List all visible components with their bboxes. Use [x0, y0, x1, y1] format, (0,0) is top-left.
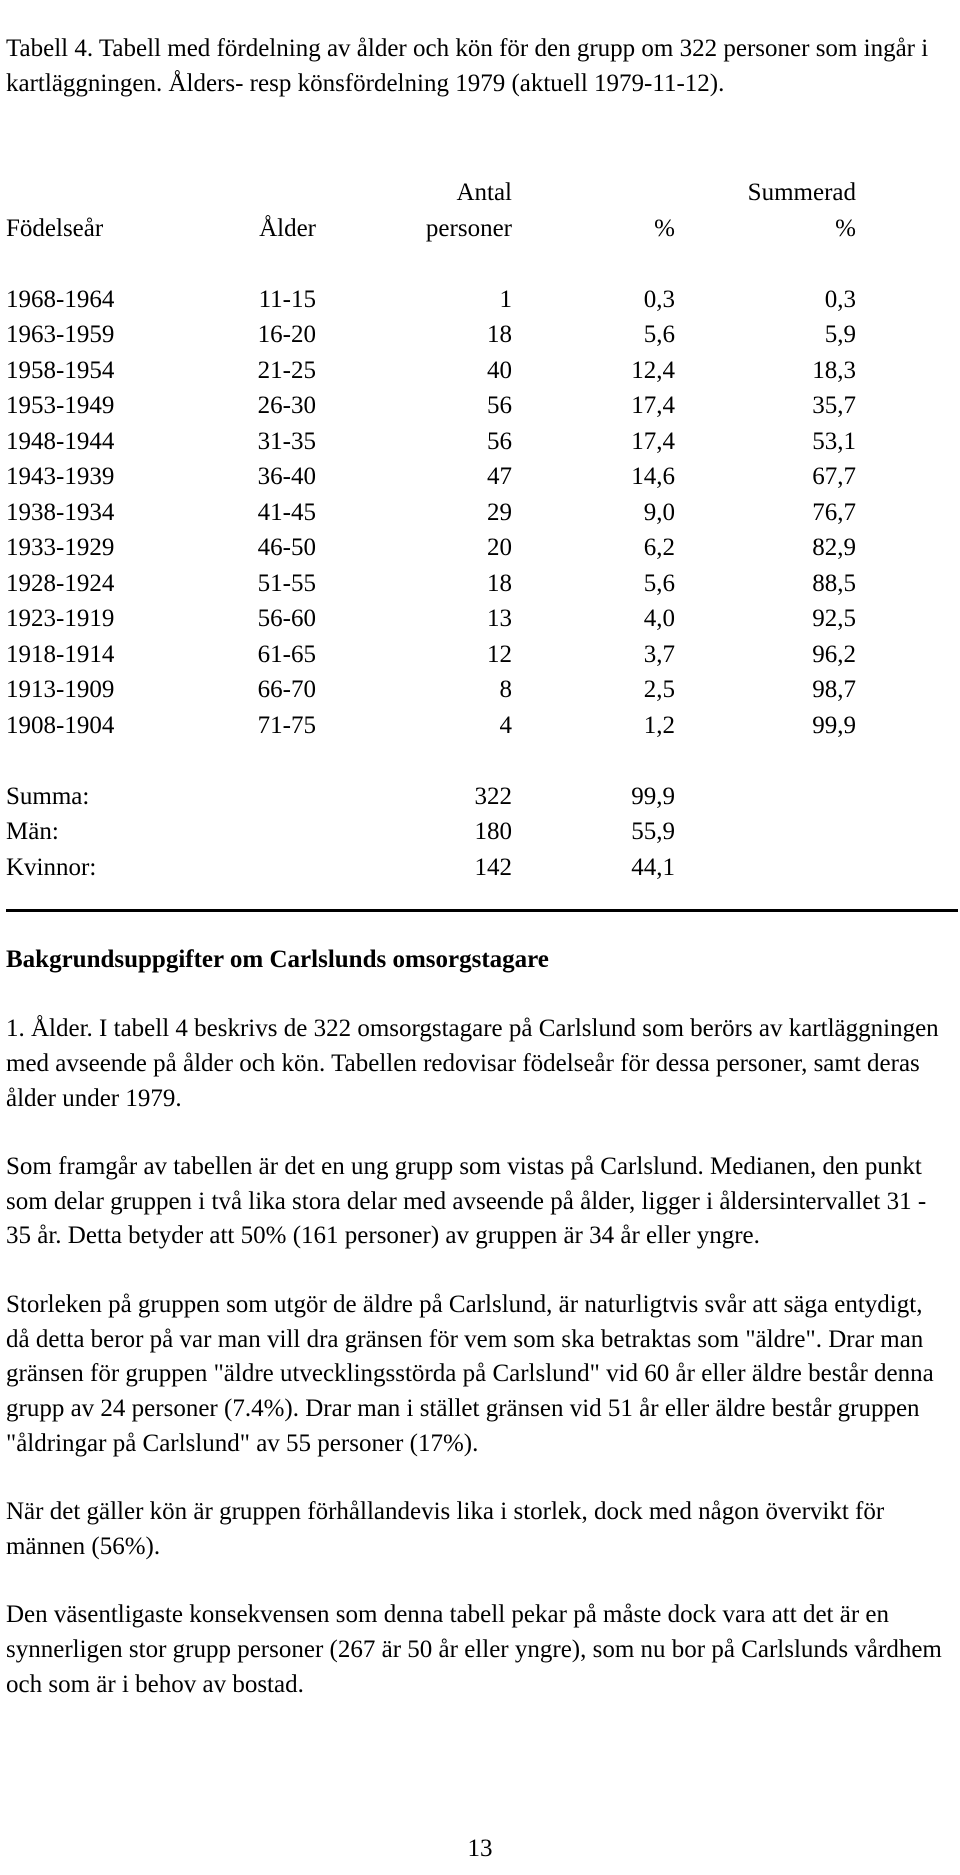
table-cell: 82,9	[812, 534, 856, 562]
table-cell: 1958-1954	[6, 356, 115, 384]
table-cell: 29	[487, 498, 512, 526]
table-caption: Tabell 4. Tabell med fördelning av ålder och kön för den grupp om 322 personer som ingår i kartläggningen. Ålders- resp könsfördelning 1979 (aktuell 1979-11-12).	[6, 35, 929, 97]
table-cell: 142	[474, 853, 512, 881]
table-cell: 18,3	[812, 356, 856, 384]
table-header-row-top	[6, 176, 856, 212]
table-cell: 1918-1914	[6, 640, 115, 668]
table-cell: 322	[474, 782, 512, 810]
header-cell	[221, 176, 316, 212]
table-cell: 31-35	[257, 427, 316, 455]
header-cell: Ålder	[259, 214, 316, 242]
table-cell: 9,0	[643, 498, 675, 526]
table-cell: 20	[487, 534, 512, 562]
table-cell: 12,4	[631, 356, 675, 384]
table-cell: 4	[499, 711, 512, 739]
header-cell: Antal	[456, 179, 512, 207]
header-cell: Födelseår	[6, 214, 104, 242]
header-cell: %	[835, 214, 856, 242]
table-cell: 1908-1904	[6, 711, 115, 739]
table-cell: 53,1	[812, 427, 856, 455]
table-cell: 51-55	[257, 569, 316, 597]
table-cell: 99,9	[631, 782, 675, 810]
table-cell: 67,7	[812, 463, 856, 491]
table-row	[6, 638, 856, 674]
table-cell: 66-70	[257, 676, 316, 704]
table-cell: 41-45	[257, 498, 316, 526]
table-row	[6, 460, 856, 496]
paragraph: Som framgår av tabellen är det en ung grupp som vistas på Carlslund. Medianen, den punkt som delar gruppen i två lika stora delar med avseende på ålder, ligger i åldersintervallet 31 - 35 år. Detta betyder att 50% (161 personer) av gruppen är 34 år eller yngre.	[6, 1152, 927, 1250]
header-cell: Summerad	[747, 179, 856, 207]
table-cell: 47	[487, 463, 512, 491]
table-cell: 44,1	[631, 853, 675, 881]
table-row	[6, 389, 856, 425]
table-cell: 5,9	[824, 321, 856, 349]
table-cell: 0,3	[824, 285, 856, 313]
header-cell: personer	[425, 214, 512, 242]
table-cell: 96,2	[812, 640, 856, 668]
table-total-row	[6, 815, 856, 851]
table-row	[6, 673, 856, 709]
paragraph: 1. Ålder. I tabell 4 beskrivs de 322 omsorgstagare på Carlslund som berörs av kartläggningen med avseende på ålder och kön. Tabellen redovisar födelseår för dessa personer, samt deras ålder under 1979.	[6, 1015, 939, 1112]
age-gender-table	[6, 176, 856, 886]
horizontal-rule	[6, 909, 958, 912]
table-cell	[221, 815, 316, 851]
table-row	[6, 709, 856, 745]
paragraph: Den väsentligaste konsekvensen som denna tabell pekar på måste dock vara att det är en synnerligen stor grupp personer (267 är 50 år eller yngre), som nu bor på Carlslunds vårdhem och som är i behov av bostad.	[6, 1601, 942, 1698]
table-row	[6, 318, 856, 354]
table-cell: 46-50	[257, 534, 316, 562]
table-cell: 18	[487, 569, 512, 597]
table-cell: 12	[487, 640, 512, 668]
table-row	[6, 602, 856, 638]
table-cell: Män:	[6, 818, 59, 846]
header-cell	[6, 176, 221, 212]
table-cell: 2,5	[643, 676, 675, 704]
table-cell: 36-40	[257, 463, 316, 491]
table-row	[6, 567, 856, 603]
table-cell: 26-30	[257, 392, 316, 420]
table-total-row	[6, 780, 856, 816]
table-cell: 35,7	[812, 392, 856, 420]
table-cell: 5,6	[643, 321, 675, 349]
table-spacer	[6, 247, 856, 283]
paragraph: Storleken på gruppen som utgör de äldre på Carlslund, är naturligtvis svår att säga entydigt, då detta beror på var man vill dra gränsen för vem som ska betraktas som "äldre". Drar man gränsen för gruppen "äldre utvecklingsstörda på Carlslund" vid 60 år eller äldre består denna grupp av 24 personer (7.4%). Drar man i stället gränsen vid 51 år eller äldre består gruppen "åldringar på Carlslund" av 55 personer (17%).	[6, 1290, 934, 1457]
table-cell: 1933-1929	[6, 534, 115, 562]
table-cell: 88,5	[812, 569, 856, 597]
table-cell: 56	[487, 392, 512, 420]
table-row	[6, 425, 856, 461]
table-cell: 1928-1924	[6, 569, 115, 597]
table-cell: 1913-1909	[6, 676, 115, 704]
table-cell: 55,9	[631, 818, 675, 846]
table-cell: 92,5	[812, 605, 856, 633]
table-cell: 14,6	[631, 463, 675, 491]
table-header-row-bottom	[6, 212, 856, 248]
table-cell	[675, 780, 856, 816]
table-cell	[221, 851, 316, 887]
page-number: 13	[467, 1835, 493, 1862]
table-cell: 18	[487, 321, 512, 349]
table-cell: 1953-1949	[6, 392, 115, 420]
table-cell	[221, 780, 316, 816]
table-total-row	[6, 851, 856, 887]
table-cell	[675, 851, 856, 887]
table-cell: 4,0	[643, 605, 675, 633]
table-cell: 99,9	[812, 711, 856, 739]
table-cell: 16-20	[257, 321, 316, 349]
table-cell: 0,3	[643, 285, 675, 313]
body-text	[6, 1012, 946, 1736]
table-cell: 1923-1919	[6, 605, 115, 633]
header-cell: %	[654, 214, 675, 242]
paragraph: När det gäller kön är gruppen förhållandevis lika i storlek, dock med någon övervikt för männen (56%).	[6, 1498, 885, 1561]
table-cell	[675, 815, 856, 851]
section-title: Bakgrundsuppgifter om Carlslunds omsorgstagare	[6, 946, 549, 973]
table-cell: Summa:	[6, 782, 90, 810]
table-cell: 98,7	[812, 676, 856, 704]
table-row	[6, 531, 856, 567]
header-cell	[512, 176, 675, 212]
table-cell: 3,7	[643, 640, 675, 668]
table-cell: 61-65	[257, 640, 316, 668]
table-cell: 1963-1959	[6, 321, 115, 349]
table-row	[6, 354, 856, 390]
table-row	[6, 496, 856, 532]
table-cell: 1938-1934	[6, 498, 115, 526]
table-cell: 5,6	[643, 569, 675, 597]
table-cell: 1,2	[643, 711, 675, 739]
table-cell: 1	[499, 285, 512, 313]
table-cell: Kvinnor:	[6, 853, 97, 881]
table-cell: 40	[487, 356, 512, 384]
table-cell: 1968-1964	[6, 285, 115, 313]
table-row	[6, 283, 856, 319]
table-cell: 11-15	[258, 285, 316, 313]
table-cell: 6,2	[643, 534, 675, 562]
table-cell: 180	[474, 818, 512, 846]
table-cell: 1948-1944	[6, 427, 115, 455]
table-cell: 17,4	[631, 427, 675, 455]
table-cell: 8	[499, 676, 512, 704]
table-spacer	[6, 744, 856, 780]
table-cell: 17,4	[631, 392, 675, 420]
table-cell: 76,7	[812, 498, 856, 526]
table-cell: 21-25	[257, 356, 316, 384]
table-cell: 56	[487, 427, 512, 455]
table-cell: 1943-1939	[6, 463, 115, 491]
table-cell: 56-60	[257, 605, 316, 633]
table-cell: 71-75	[257, 711, 316, 739]
table-cell: 13	[487, 605, 512, 633]
